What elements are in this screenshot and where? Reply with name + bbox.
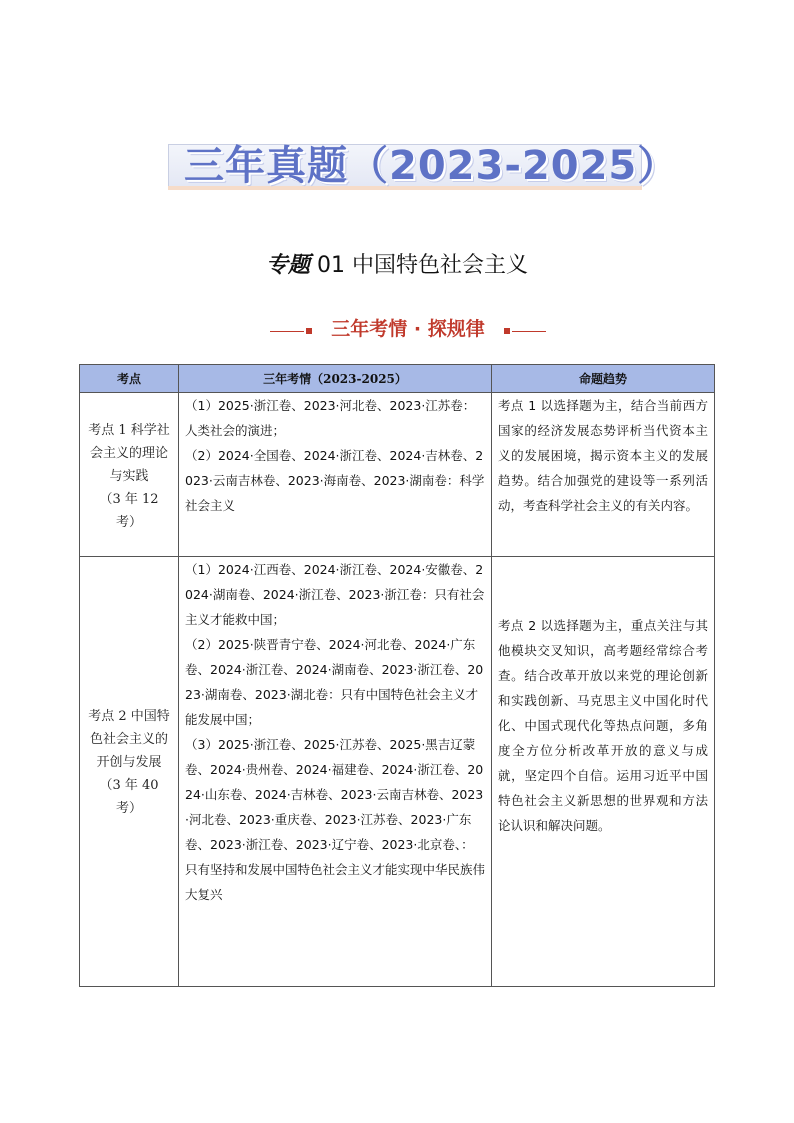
topic-prefix: 专题: [265, 252, 310, 278]
topic-number: 01: [317, 253, 345, 278]
trend-cell: [492, 557, 715, 987]
table-header-row: [80, 365, 715, 393]
source-item: （1）2024·江西卷、2024·浙江卷、2024·安徽卷、2024·湖南卷、2024·浙江卷、2023·浙江卷：只有社会主义才能救中国；: [185, 562, 485, 627]
trend-text: 考点 2 以选择题为主，重点关注与其他模块交叉知识，高考题经常综合考查。结合改革开放以来党的理论创新和实践创新、马克思主义中国化时代化、中国式现代化等热点问题，多角度全方位分析改革开放的意义与成就，坚定四个自信。运用习近平中国特色社会主义新思想的世界观和方法论认识和解决问题。: [498, 618, 708, 833]
source-item: （3）2025·浙江卷、2025·江苏卷、2025·黑吉辽蒙卷、2024·贵州卷、2024·福建卷、2024·浙江卷、2024·山东卷、2024·吉林卷、2023·云南吉林卷、2023·河北卷、2023·重庆卷、2023·江苏卷、2023·广东卷、2023·浙江卷、2023·辽宁卷、2023·北京卷、：只有坚持和发展中国特色社会主义才能实现中华民族伟大复兴: [185, 737, 486, 902]
page-title: [0, 248, 794, 279]
banner-title: 三年真题（2023-2025）: [184, 143, 679, 189]
topic-name: 中国特色社会主义: [352, 253, 529, 278]
category-name: 考点 2 中国特色社会主义的开创与发展: [88, 709, 170, 770]
category-count: （3 年 12 考）: [99, 492, 159, 530]
heading-square-left-icon: [306, 328, 312, 334]
decorative-dot-icon: [168, 140, 642, 192]
source-item: （2）2025·陕晋青宁卷、2024·河北卷、2024·广东卷、2024·浙江卷、2024·湖南卷、2023·浙江卷、2023·湖南卷、2023·湖北卷：只有中国特色社会主义才能发展中国；: [185, 637, 484, 727]
heading-line-right: [512, 331, 546, 332]
category-cell: [80, 557, 179, 987]
exam-analysis-table: [79, 364, 715, 987]
section-heading: [270, 314, 546, 342]
heading-square-right-icon: [504, 328, 510, 334]
trend-text: 考点 1 以选择题为主，结合当前西方国家的经济发展态势评析当代资本主义的发展困境，揭示资本主义的发展趋势。结合加强党的建设等一系列活动，考查科学社会主义的有关内容。: [498, 398, 708, 513]
category-cell: [80, 393, 179, 557]
trend-cell: [492, 393, 715, 557]
source-item: （1）2025·浙江卷、2023·河北卷、2023·江苏卷：人类社会的演进；: [185, 398, 476, 438]
section-heading-text: 三年考情 · 探规律: [331, 318, 485, 340]
source-item: （2）2024·全国卷、2024·浙江卷、2024·吉林卷、2023·云南吉林卷、2023·海南卷、2023·湖南卷：科学社会主义: [185, 448, 485, 513]
table-row: [80, 393, 715, 557]
category-count: （3 年 40 考）: [99, 778, 159, 816]
sources-cell: [179, 557, 492, 987]
header-sources: 三年考情（2023-2025）: [179, 365, 492, 393]
category-name: 考点 1 科学社会主义的理论与实践: [88, 423, 170, 484]
sources-cell: [179, 393, 492, 557]
header-trend: 命题趋势: [492, 365, 715, 393]
header-category: 考点: [80, 365, 179, 393]
table-row: [80, 557, 715, 987]
heading-line-left: [270, 331, 304, 332]
